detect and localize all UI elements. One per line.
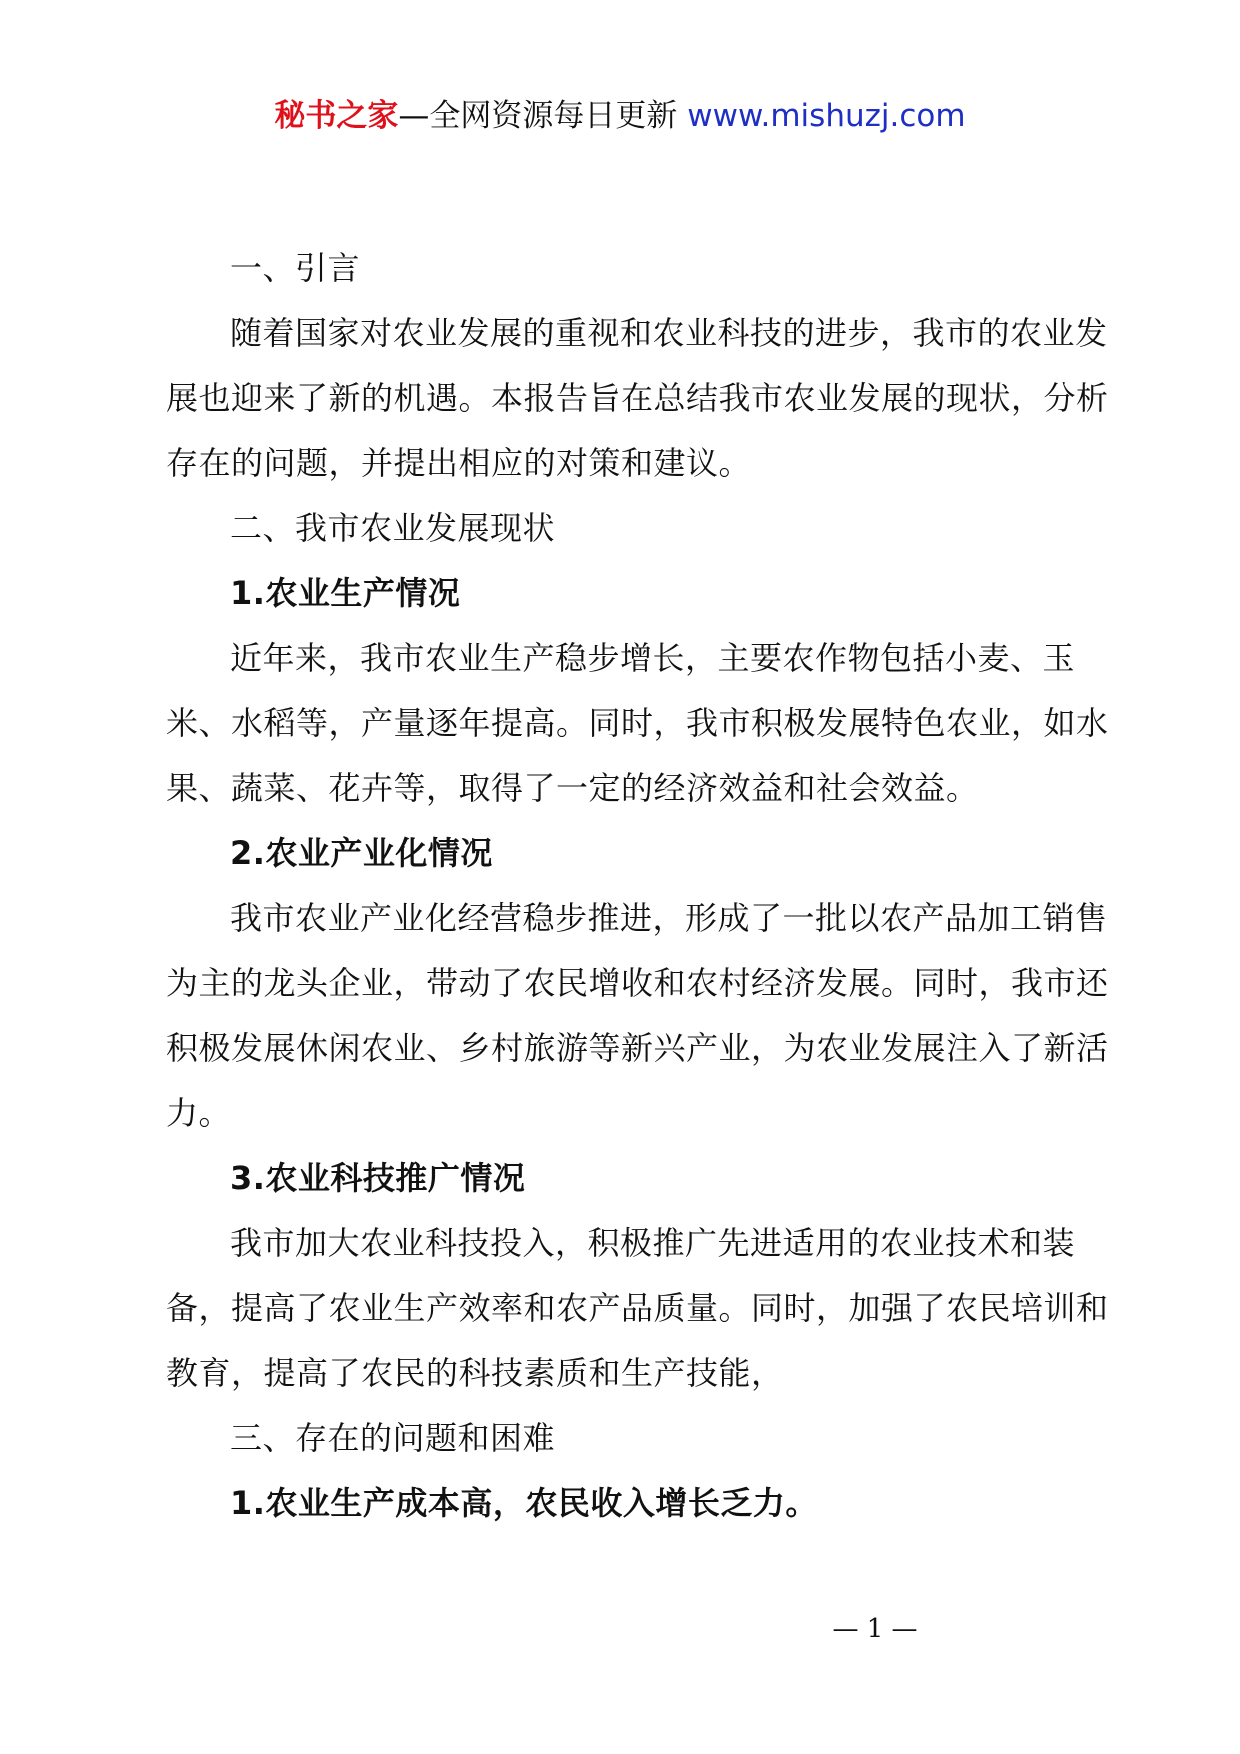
site-header [0, 96, 1240, 136]
body-paragraph: 我市农业产业化经营稳步推进，形成了一批以农产品加工销售为主的龙头企业，带动了农民增收和农村经济发展。同时，我市还积极发展休闲农业、乡村旅游等新兴产业，为农业发展注入了新活力。 [166, 899, 1109, 1132]
subheading-industrialization: 2.农业产业化情况 [230, 834, 493, 872]
subheading-tech-promotion: 3.农业科技推广情况 [230, 1159, 526, 1197]
subheading-cost-income: 1.农业生产成本高，农民收入增长乏力。 [230, 1484, 818, 1522]
page-number-text: — 1 — [832, 1614, 918, 1644]
brand-name: 秘书之家 [274, 98, 399, 134]
subheading-production: 1.农业生产情况 [230, 574, 461, 612]
section-heading-introduction: 一、引言 [230, 249, 361, 287]
body-paragraph: 近年来，我市农业生产稳步增长，主要农作物包括小麦、玉米、水稻等，产量逐年提高。同时，我市积极发展特色农业，如水果、蔬菜、花卉等，取得了一定的经济效益和社会效益。 [166, 639, 1109, 807]
section-heading-status: 二、我市农业发展现状 [230, 509, 556, 547]
page-number [0, 1612, 1240, 1646]
document-body [166, 236, 1116, 1536]
body-paragraph: 随着国家对农业发展的重视和农业科技的进步，我市的农业发展也迎来了新的机遇。本报告旨在总结我市农业发展的现状，分析存在的问题，并提出相应的对策和建议。 [166, 314, 1109, 482]
site-url-link[interactable]: www.mishuzj.com [687, 98, 966, 134]
section-heading-problems: 三、存在的问题和困难 [230, 1419, 556, 1457]
body-paragraph: 我市加大农业科技投入，积极推广先进适用的农业技术和装备，提高了农业生产效率和农产品质量。同时，加强了农民培训和教育，提高了农民的科技素质和生产技能， [166, 1224, 1109, 1392]
header-tagline: —全网资源每日更新 [398, 98, 688, 134]
